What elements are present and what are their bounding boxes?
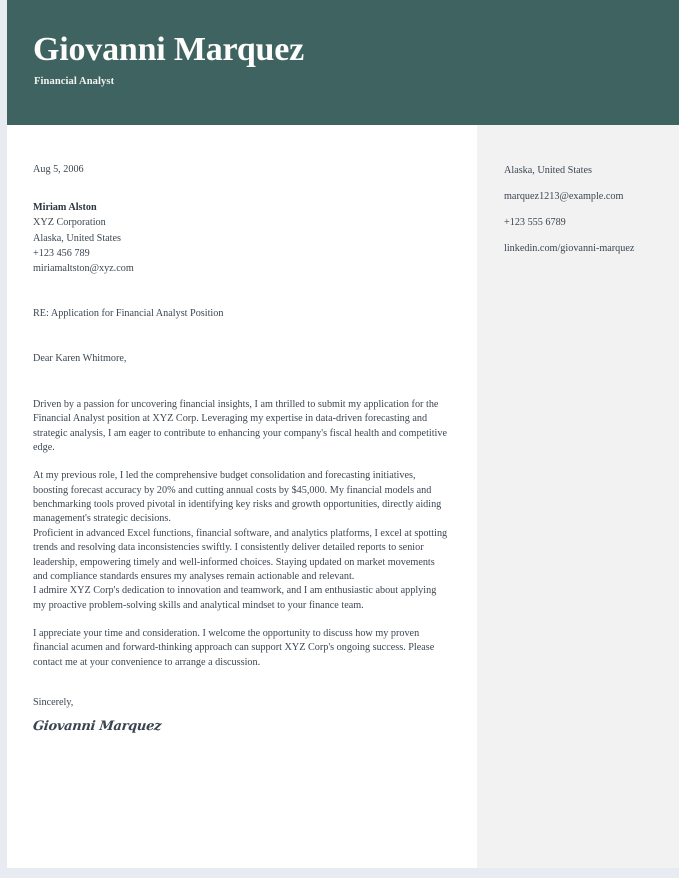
body-paragraph: I appreciate your time and consideration. I welcome the opportunity to discuss how my proven financial acumen and forward-thinking approach can support XYZ Corp's ongoing success. Please contact me at your convenience to arrange a discussion.: [33, 628, 435, 668]
body-paragraph: I admire XYZ Corp's dedication to innovation and teamwork, and I am enthusiastic about applying my proactive problem-solving skills and analytical mindset to your finance team.: [33, 585, 437, 611]
recipient-company: XYZ Corporation: [33, 217, 106, 229]
letter-closing: Sincerely,: [33, 697, 74, 709]
letter-body: [33, 398, 448, 670]
letter-date: Aug 5, 2006: [33, 164, 84, 175]
body-paragraph: At my previous role, I led the comprehensive budget consolidation and forecasting initiatives, boosting forecast accuracy by 20% and cutting annual costs by $45,000. My financial models and benchmarking tools proved pivotal in identifying key risks and growth opportunities, directly aiding management's strategic decisions.: [33, 470, 442, 525]
letter-salutation: Dear Karen Whitmore,: [33, 352, 127, 364]
letter-subject-line: RE: Application for Financial Analyst Position: [33, 308, 224, 320]
contact-email[interactable]: marquez1213@example.com: [504, 191, 624, 203]
letter-main-column: [7, 125, 477, 868]
contact-location: Alaska, United States: [504, 165, 592, 176]
letter-header-banner: [7, 0, 679, 125]
applicant-name: Giovanni Marquez: [33, 31, 305, 68]
recipient-block: [33, 200, 448, 276]
recipient-location: Alaska, United States: [33, 232, 121, 244]
signature: Giovanni Marquez: [32, 719, 162, 735]
contact-phone[interactable]: +123 555 6789: [504, 217, 566, 229]
body-paragraph: Driven by a passion for uncovering financial insights, I am thrilled to submit my application for the Financial Analyst position at XYZ Corp. Leveraging my expertise in data-driven forecasting and strategic analysis, I am eager to contribute to enhancing your company's fiscal health and competitive edge.: [33, 398, 448, 453]
applicant-job-title: Financial Analyst: [34, 76, 115, 87]
recipient-phone: +123 456 789: [33, 247, 90, 259]
contact-sidebar: [477, 125, 679, 868]
recipient-name: Miriam Alston: [33, 202, 97, 214]
contact-linkedin[interactable]: linkedin.com/giovanni-marquez: [504, 243, 635, 255]
body-paragraph: Proficient in advanced Excel functions, financial software, and analytics platforms, I excel at spotting trends and resolving data inconsistencies swiftly. I consistently deliver detailed reports to senior leadership, empowering timely and well-informed choices. Staying updated on market movements and compliance standards ensures my analyses remain actionable and relevant.: [33, 527, 448, 582]
recipient-email: miriamaltston@xyz.com: [33, 263, 134, 275]
contact-list: [504, 164, 652, 268]
cover-letter-page: [7, 0, 679, 868]
